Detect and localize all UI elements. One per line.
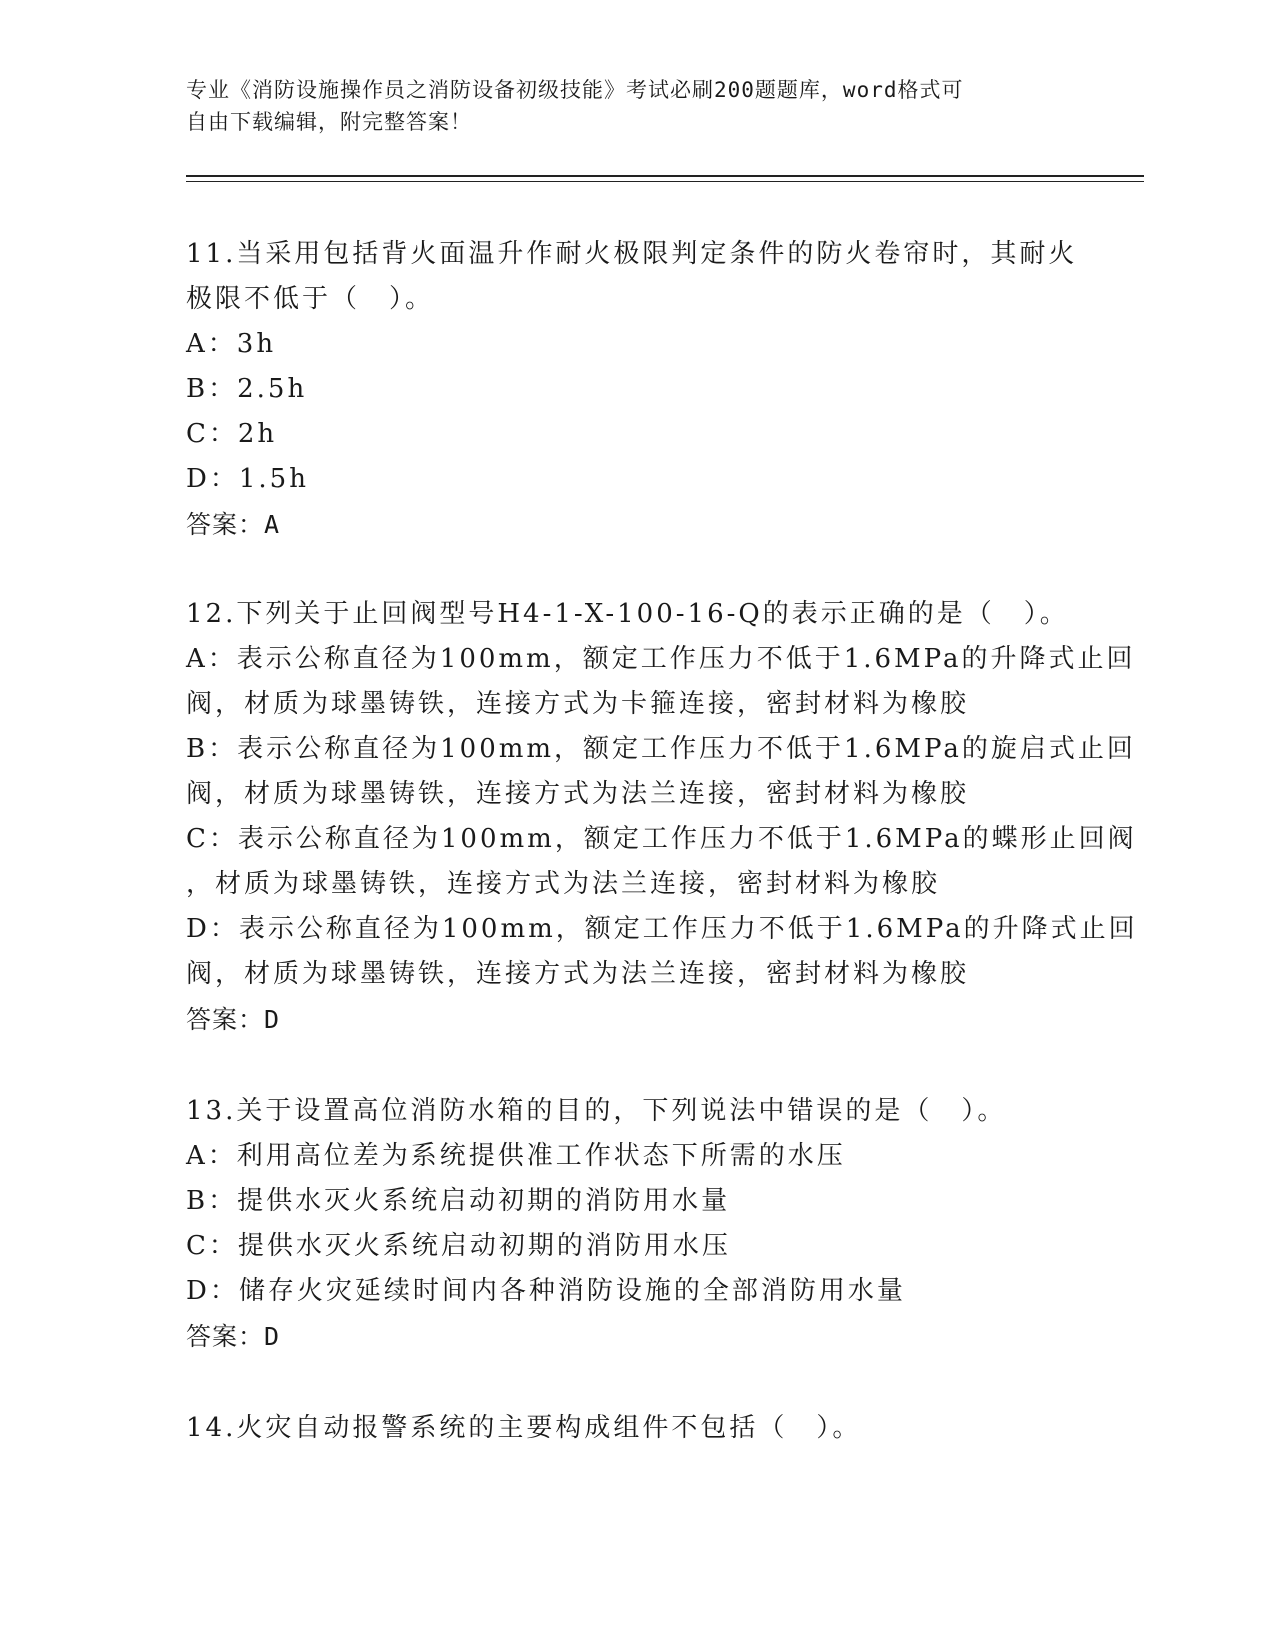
option-line: ，材质为球墨铸铁，连接方式为法兰连接，密封材料为橡胶 (186, 869, 941, 899)
option-line: C：提供水灭火系统启动初期的消防用水压 (186, 1231, 731, 1261)
option-d (186, 1269, 1086, 1314)
answer: 答案：D (186, 1322, 281, 1351)
option-line: B：2.5h (186, 374, 308, 404)
question-text (186, 1089, 1086, 1134)
header-divider-thick (186, 175, 1144, 177)
option-b (186, 1179, 1086, 1224)
option-line: B：表示公称直径为100mm，额定工作压力不低于1.6MPa的旋启式止回 (186, 734, 1136, 764)
option-line: D：1.5h (186, 464, 309, 494)
question-text (186, 1406, 1086, 1451)
option-line: A：3h (186, 329, 277, 359)
question-text-line: 13.关于设置高位消防水箱的目的，下列说法中错误的是（ ）。 (186, 1096, 1007, 1126)
question-text (186, 232, 1086, 322)
question-text-line: 11.当采用包括背火面温升作耐火极限判定条件的防火卷帘时，其耐火 (186, 239, 1078, 269)
question-text-line: 14.火灾自动报警系统的主要构成组件不包括（ ）。 (186, 1413, 862, 1443)
option-line: C：2h (186, 419, 278, 449)
option-d (186, 907, 1138, 997)
option-line: 阀，材质为球墨铸铁，连接方式为法兰连接，密封材料为橡胶 (186, 779, 970, 809)
option-line: 阀，材质为球墨铸铁，连接方式为法兰连接，密封材料为橡胶 (186, 959, 970, 989)
option-line: B：提供水灭火系统启动初期的消防用水量 (186, 1186, 731, 1216)
option-line: D：表示公称直径为100mm，额定工作压力不低于1.6MPa的升降式止回 (186, 914, 1138, 944)
option-line: A：利用高位差为系统提供准工作状态下所需的水压 (186, 1141, 846, 1171)
option-line: D：储存火灾延续时间内各种消防设施的全部消防用水量 (186, 1276, 906, 1306)
option-b (186, 727, 1136, 817)
option-b (186, 367, 1086, 412)
answer: 答案：D (186, 1005, 281, 1034)
question-14 (186, 1406, 1086, 1451)
option-c (186, 1224, 1086, 1269)
question-text (186, 592, 1086, 637)
header-line: 自由下载编辑，附完整答案！ (186, 110, 472, 134)
question-13 (186, 1089, 1086, 1359)
question-text-line: 12.下列关于止回阀型号H4-1-X-100-16-Q的表示正确的是（ ）。 (186, 599, 1069, 629)
answer: 答案：A (186, 510, 281, 539)
option-line: 阀，材质为球墨铸铁，连接方式为卡箍连接，密封材料为橡胶 (186, 689, 970, 719)
header-divider-thin (186, 181, 1144, 182)
question-12 (186, 592, 1138, 1042)
option-a (186, 322, 1086, 367)
option-c (186, 412, 1086, 457)
option-d (186, 457, 1086, 502)
question-11 (186, 232, 1086, 547)
option-line: A：表示公称直径为100mm，额定工作压力不低于1.6MPa的升降式止回 (186, 644, 1136, 674)
option-a (186, 637, 1136, 727)
option-c (186, 817, 1137, 907)
question-text-line: 极限不低于（ ）。 (186, 284, 435, 314)
document-header (186, 74, 1066, 138)
option-line: C：表示公称直径为100mm，额定工作压力不低于1.6MPa的蝶形止回阀 (186, 824, 1137, 854)
option-a (186, 1134, 1086, 1179)
header-line: 专业《消防设施操作员之消防设备初级技能》考试必刷200题题库，word格式可 (186, 78, 964, 102)
